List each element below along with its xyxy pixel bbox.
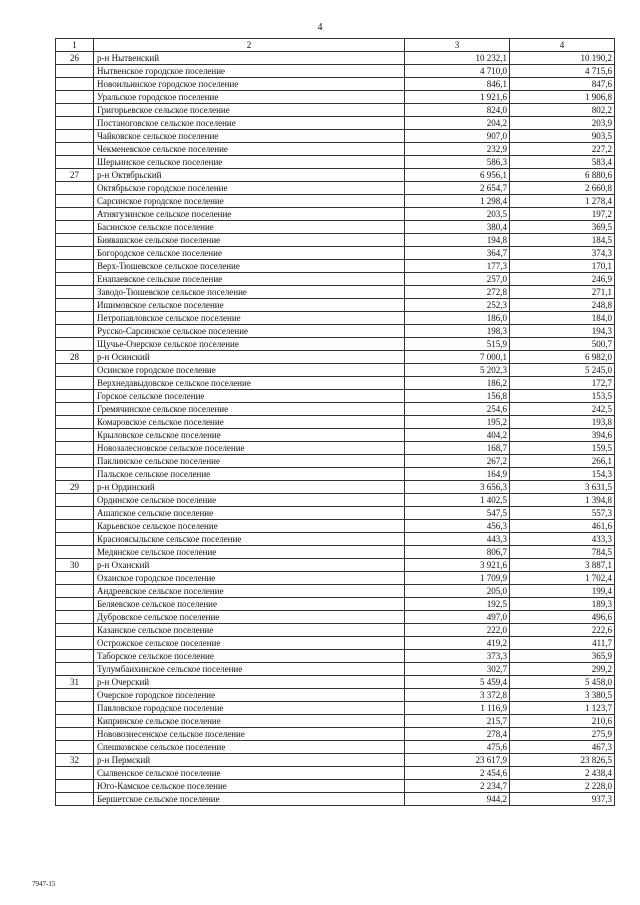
settlement-name: Ординское сельское поселение: [94, 494, 405, 507]
settlement-name: Шерьинское сельское поселение: [94, 156, 405, 169]
row-number: [56, 299, 94, 312]
row-number: [56, 104, 94, 117]
settlement-name: Осинское городское поселение: [94, 364, 405, 377]
table-row: [56, 650, 615, 663]
row-number: [56, 65, 94, 78]
table-row: [56, 572, 615, 585]
value-col-3: 2 654,7: [405, 182, 510, 195]
value-col-4: 4 715,6: [510, 65, 615, 78]
value-col-4: 433,3: [510, 533, 615, 546]
header-col-2: 2: [94, 39, 405, 52]
value-col-3: 186,0: [405, 312, 510, 325]
row-number: [56, 156, 94, 169]
row-number: [56, 208, 94, 221]
table-row: [56, 299, 615, 312]
row-number: [56, 117, 94, 130]
table-row: [56, 533, 615, 546]
value-col-3: 272,8: [405, 286, 510, 299]
value-col-4: 184,5: [510, 234, 615, 247]
value-col-3: 3 656,3: [405, 481, 510, 494]
table-row: [56, 637, 615, 650]
settlement-name: Казанское сельское поселение: [94, 624, 405, 637]
value-col-3: 195,2: [405, 416, 510, 429]
value-col-4: 394,6: [510, 429, 615, 442]
value-col-3: 824,0: [405, 104, 510, 117]
header-col-3: 3: [405, 39, 510, 52]
table-row: [56, 715, 615, 728]
settlement-name: Нытвенское городское поселение: [94, 65, 405, 78]
row-number: 29: [56, 481, 94, 494]
value-col-3: 198,3: [405, 325, 510, 338]
row-number: 27: [56, 169, 94, 182]
settlement-name: р-н Ординский: [94, 481, 405, 494]
row-number: [56, 377, 94, 390]
table-row: [56, 754, 615, 767]
table-row: [56, 455, 615, 468]
value-col-4: 802,2: [510, 104, 615, 117]
row-number: [56, 507, 94, 520]
settlement-name: Дубровское сельское поселение: [94, 611, 405, 624]
value-col-3: 907,0: [405, 130, 510, 143]
value-col-4: 3 380,5: [510, 689, 615, 702]
settlement-name: Крыловское сельское поселение: [94, 429, 405, 442]
table-row: [56, 234, 615, 247]
row-number: [56, 780, 94, 793]
value-col-3: 215,7: [405, 715, 510, 728]
row-number: [56, 338, 94, 351]
table-row: [56, 676, 615, 689]
row-number: [56, 520, 94, 533]
table-row: [56, 182, 615, 195]
value-col-4: 275,9: [510, 728, 615, 741]
value-col-4: 10 190,2: [510, 52, 615, 65]
value-col-4: 23 826,5: [510, 754, 615, 767]
table-row: [56, 52, 615, 65]
row-number: [56, 260, 94, 273]
table-row: [56, 273, 615, 286]
value-col-3: 192,5: [405, 598, 510, 611]
value-col-4: 271,1: [510, 286, 615, 299]
settlement-name: Чайковское сельское поселение: [94, 130, 405, 143]
value-col-3: 205,0: [405, 585, 510, 598]
settlement-name: Биявашское сельское поселение: [94, 234, 405, 247]
settlement-name: Таборское сельское поселение: [94, 650, 405, 663]
value-col-3: 1 709,9: [405, 572, 510, 585]
value-col-4: 199,4: [510, 585, 615, 598]
value-col-4: 246,9: [510, 273, 615, 286]
value-col-4: 374,3: [510, 247, 615, 260]
settlement-name: Пальское сельское поселение: [94, 468, 405, 481]
row-number: [56, 442, 94, 455]
table-row: [56, 624, 615, 637]
value-col-4: 222,6: [510, 624, 615, 637]
value-col-3: 364,7: [405, 247, 510, 260]
settlement-name: р-н Оханский: [94, 559, 405, 572]
value-col-3: 177,3: [405, 260, 510, 273]
value-col-3: 497,0: [405, 611, 510, 624]
table-row: [56, 702, 615, 715]
settlement-name: р-н Нытвенский: [94, 52, 405, 65]
value-col-4: 2 660,8: [510, 182, 615, 195]
value-col-3: 846,1: [405, 78, 510, 91]
value-col-3: 419,2: [405, 637, 510, 650]
settlement-name: Петропавловское сельское поселение: [94, 312, 405, 325]
row-number: [56, 195, 94, 208]
value-col-4: 6 982,0: [510, 351, 615, 364]
value-col-4: 172,7: [510, 377, 615, 390]
footer-code: 7947-15: [32, 880, 56, 888]
table-row: [56, 741, 615, 754]
value-col-4: 203,9: [510, 117, 615, 130]
table-row: [56, 260, 615, 273]
value-col-3: 456,3: [405, 520, 510, 533]
table-row: [56, 312, 615, 325]
settlement-name: р-н Очерский: [94, 676, 405, 689]
settlement-name: Верхнедавыдовское сельское поселение: [94, 377, 405, 390]
value-col-4: 197,2: [510, 208, 615, 221]
value-col-4: 1 906,8: [510, 91, 615, 104]
table-row: [56, 117, 615, 130]
value-col-4: 784,5: [510, 546, 615, 559]
row-number: [56, 741, 94, 754]
value-col-4: 154,3: [510, 468, 615, 481]
row-number: 31: [56, 676, 94, 689]
value-col-4: 496,6: [510, 611, 615, 624]
settlement-name: р-н Осинский: [94, 351, 405, 364]
row-number: [56, 715, 94, 728]
page-number: 4: [317, 22, 323, 33]
table-row: [56, 104, 615, 117]
value-col-4: 210,6: [510, 715, 615, 728]
value-col-4: 194,3: [510, 325, 615, 338]
row-number: [56, 403, 94, 416]
settlement-name: Карьевское сельское поселение: [94, 520, 405, 533]
table-row: [56, 585, 615, 598]
settlement-name: Сарсинское городское поселение: [94, 195, 405, 208]
table-row: [56, 416, 615, 429]
table-row: [56, 728, 615, 741]
value-col-3: 194,8: [405, 234, 510, 247]
settlement-name: Спешковское сельское поселение: [94, 741, 405, 754]
row-number: 30: [56, 559, 94, 572]
value-col-4: 557,3: [510, 507, 615, 520]
row-number: [56, 611, 94, 624]
value-col-3: 404,2: [405, 429, 510, 442]
value-col-3: 10 232,1: [405, 52, 510, 65]
table-row: [56, 286, 615, 299]
table-row: [56, 390, 615, 403]
settlement-name: Сылвенское сельское поселение: [94, 767, 405, 780]
value-col-4: 5 458,0: [510, 676, 615, 689]
table-row: [56, 195, 615, 208]
settlement-name: Чекменевское сельское поселение: [94, 143, 405, 156]
value-col-3: 164,9: [405, 468, 510, 481]
row-number: [56, 312, 94, 325]
row-number: [56, 364, 94, 377]
value-col-4: 583,4: [510, 156, 615, 169]
value-col-3: 2 234,7: [405, 780, 510, 793]
settlement-name: Басинское сельское поселение: [94, 221, 405, 234]
table-row: [56, 780, 615, 793]
settlement-name: Ашапское сельское поселение: [94, 507, 405, 520]
settlement-name: Павловское городское поселение: [94, 702, 405, 715]
row-number: [56, 546, 94, 559]
row-number: [56, 455, 94, 468]
row-number: [56, 78, 94, 91]
table-row: [56, 494, 615, 507]
table-row: [56, 481, 615, 494]
value-col-3: 1 921,6: [405, 91, 510, 104]
value-col-4: 3 887,1: [510, 559, 615, 572]
settlement-name: Горское сельское поселение: [94, 390, 405, 403]
value-col-3: 547,5: [405, 507, 510, 520]
settlement-name: Богородское сельское поселение: [94, 247, 405, 260]
value-col-3: 3 921,6: [405, 559, 510, 572]
table-row: [56, 351, 615, 364]
table-row: [56, 468, 615, 481]
value-col-3: 186,2: [405, 377, 510, 390]
settlement-name: Постаноговское сельское поселение: [94, 117, 405, 130]
table-row: [56, 78, 615, 91]
value-col-3: 257,0: [405, 273, 510, 286]
value-col-4: 266,1: [510, 455, 615, 468]
value-col-3: 806,7: [405, 546, 510, 559]
row-number: [56, 130, 94, 143]
value-col-4: 6 880,6: [510, 169, 615, 182]
settlement-name: Тулумбаихинское сельское поселение: [94, 663, 405, 676]
row-number: [56, 221, 94, 234]
table-row: [56, 208, 615, 221]
value-col-3: 4 710,0: [405, 65, 510, 78]
table-row: [56, 403, 615, 416]
table-row: [56, 663, 615, 676]
value-col-4: 461,6: [510, 520, 615, 533]
row-number: [56, 91, 94, 104]
settlement-name: Енапаевское сельское поселение: [94, 273, 405, 286]
value-col-3: 7 000,1: [405, 351, 510, 364]
value-col-4: 500,7: [510, 338, 615, 351]
settlement-name: Кипринское сельское поселение: [94, 715, 405, 728]
row-number: [56, 390, 94, 403]
settlement-name: Ишимовское сельское поселение: [94, 299, 405, 312]
value-col-4: 1 394,8: [510, 494, 615, 507]
settlement-name: Октябрьское городское поселение: [94, 182, 405, 195]
row-number: [56, 767, 94, 780]
value-col-3: 1 298,4: [405, 195, 510, 208]
row-number: [56, 247, 94, 260]
settlement-name: Беляевское сельское поселение: [94, 598, 405, 611]
row-number: [56, 429, 94, 442]
settlement-name: Верх-Тюшевское сельское поселение: [94, 260, 405, 273]
value-col-4: 5 245,0: [510, 364, 615, 377]
value-col-3: 3 372,8: [405, 689, 510, 702]
table-row: [56, 91, 615, 104]
value-col-3: 515,9: [405, 338, 510, 351]
table-row: [56, 793, 615, 806]
table-row: [56, 429, 615, 442]
value-col-4: 369,5: [510, 221, 615, 234]
row-number: [56, 702, 94, 715]
value-col-4: 299,2: [510, 663, 615, 676]
value-col-4: 170,1: [510, 260, 615, 273]
settlement-name: Уральское городское поселение: [94, 91, 405, 104]
table-row: [56, 65, 615, 78]
value-col-3: 267,2: [405, 455, 510, 468]
value-col-4: 159,5: [510, 442, 615, 455]
table-row: [56, 442, 615, 455]
settlement-name: Григорьевское сельское поселение: [94, 104, 405, 117]
settlement-name: Бершетское сельское поселение: [94, 793, 405, 806]
row-number: [56, 286, 94, 299]
table-row: [56, 221, 615, 234]
value-col-4: 3 631,5: [510, 481, 615, 494]
header-col-1: 1: [56, 39, 94, 52]
row-number: 26: [56, 52, 94, 65]
row-number: [56, 182, 94, 195]
value-col-3: 373,3: [405, 650, 510, 663]
row-number: [56, 494, 94, 507]
value-col-4: 937,3: [510, 793, 615, 806]
table-row: [56, 767, 615, 780]
settlement-name: Острожское сельское поселение: [94, 637, 405, 650]
table-row: [56, 598, 615, 611]
value-col-3: 2 454,6: [405, 767, 510, 780]
value-col-4: 189,3: [510, 598, 615, 611]
row-number: 32: [56, 754, 94, 767]
value-col-3: 222,0: [405, 624, 510, 637]
value-col-3: 1 402,5: [405, 494, 510, 507]
settlement-name: Заводо-Тюшевское сельское поселение: [94, 286, 405, 299]
row-number: 28: [56, 351, 94, 364]
settlement-name: Оханское городское поселение: [94, 572, 405, 585]
value-col-4: 847,6: [510, 78, 615, 91]
settlement-name: Андреевское сельское поселение: [94, 585, 405, 598]
value-col-4: 1 702,4: [510, 572, 615, 585]
row-number: [56, 793, 94, 806]
value-col-3: 204,2: [405, 117, 510, 130]
header-col-4: 4: [510, 39, 615, 52]
settlement-name: Очерское городское поселение: [94, 689, 405, 702]
table-row: [56, 559, 615, 572]
value-col-3: 156,8: [405, 390, 510, 403]
row-number: [56, 637, 94, 650]
row-number: [56, 143, 94, 156]
table-row: [56, 546, 615, 559]
table-row: [56, 520, 615, 533]
value-col-3: 380,4: [405, 221, 510, 234]
row-number: [56, 325, 94, 338]
settlement-name: Новоильинское городское поселение: [94, 78, 405, 91]
settlement-name: р-н Пермский: [94, 754, 405, 767]
table-row: [56, 338, 615, 351]
value-col-4: 2 438,4: [510, 767, 615, 780]
table-row: [56, 143, 615, 156]
settlement-name: Атнягузинское сельское поселение: [94, 208, 405, 221]
settlement-name: Комаровское сельское поселение: [94, 416, 405, 429]
value-col-4: 227,2: [510, 143, 615, 156]
table-row: [56, 156, 615, 169]
value-col-3: 203,5: [405, 208, 510, 221]
settlement-name: Гремячинское сельское поселение: [94, 403, 405, 416]
table-row: [56, 169, 615, 182]
value-col-3: 302,7: [405, 663, 510, 676]
row-number: [56, 728, 94, 741]
row-number: [56, 585, 94, 598]
table-row: [56, 325, 615, 338]
table-row: [56, 611, 615, 624]
settlement-name: Паклинское сельское поселение: [94, 455, 405, 468]
row-number: [56, 273, 94, 286]
value-col-3: 278,4: [405, 728, 510, 741]
row-number: [56, 650, 94, 663]
value-col-4: 467,3: [510, 741, 615, 754]
value-col-4: 2 228,0: [510, 780, 615, 793]
row-number: [56, 663, 94, 676]
value-col-4: 248,8: [510, 299, 615, 312]
value-col-4: 184,0: [510, 312, 615, 325]
value-col-3: 5 459,4: [405, 676, 510, 689]
value-col-3: 944,2: [405, 793, 510, 806]
settlement-name: Красноясыльское сельское поселение: [94, 533, 405, 546]
value-col-3: 1 116,9: [405, 702, 510, 715]
row-number: [56, 533, 94, 546]
row-number: [56, 234, 94, 247]
row-number: [56, 468, 94, 481]
value-col-4: 411,7: [510, 637, 615, 650]
settlement-name: Нововознесенское сельское поселение: [94, 728, 405, 741]
row-number: [56, 598, 94, 611]
table-row: [56, 507, 615, 520]
settlement-name: Щучье-Озерское сельское поселение: [94, 338, 405, 351]
table-row: [56, 689, 615, 702]
value-col-4: 1 123,7: [510, 702, 615, 715]
row-number: [56, 624, 94, 637]
table-row: [56, 130, 615, 143]
table-header-row: [56, 39, 615, 52]
value-col-3: 443,3: [405, 533, 510, 546]
value-col-3: 23 617,9: [405, 754, 510, 767]
table-row: [56, 377, 615, 390]
settlement-name: Медянское сельское поселение: [94, 546, 405, 559]
settlement-name: р-н Октябрьский: [94, 169, 405, 182]
value-col-3: 254,6: [405, 403, 510, 416]
value-col-3: 475,6: [405, 741, 510, 754]
settlements-table: [55, 38, 615, 806]
value-col-4: 1 278,4: [510, 195, 615, 208]
value-col-4: 365,9: [510, 650, 615, 663]
table-body: [56, 52, 615, 806]
settlement-name: Новозалесновское сельское поселение: [94, 442, 405, 455]
row-number: [56, 689, 94, 702]
value-col-3: 5 202,3: [405, 364, 510, 377]
value-col-3: 252,3: [405, 299, 510, 312]
value-col-3: 168,7: [405, 442, 510, 455]
value-col-3: 232,9: [405, 143, 510, 156]
value-col-3: 6 956,1: [405, 169, 510, 182]
row-number: [56, 416, 94, 429]
settlement-name: Русско-Сарсинское сельское поселение: [94, 325, 405, 338]
value-col-4: 193,8: [510, 416, 615, 429]
value-col-4: 153,5: [510, 390, 615, 403]
value-col-4: 242,5: [510, 403, 615, 416]
value-col-4: 903,5: [510, 130, 615, 143]
table-row: [56, 247, 615, 260]
value-col-3: 586,3: [405, 156, 510, 169]
settlement-name: Юго-Камское сельское поселение: [94, 780, 405, 793]
table-row: [56, 364, 615, 377]
row-number: [56, 572, 94, 585]
